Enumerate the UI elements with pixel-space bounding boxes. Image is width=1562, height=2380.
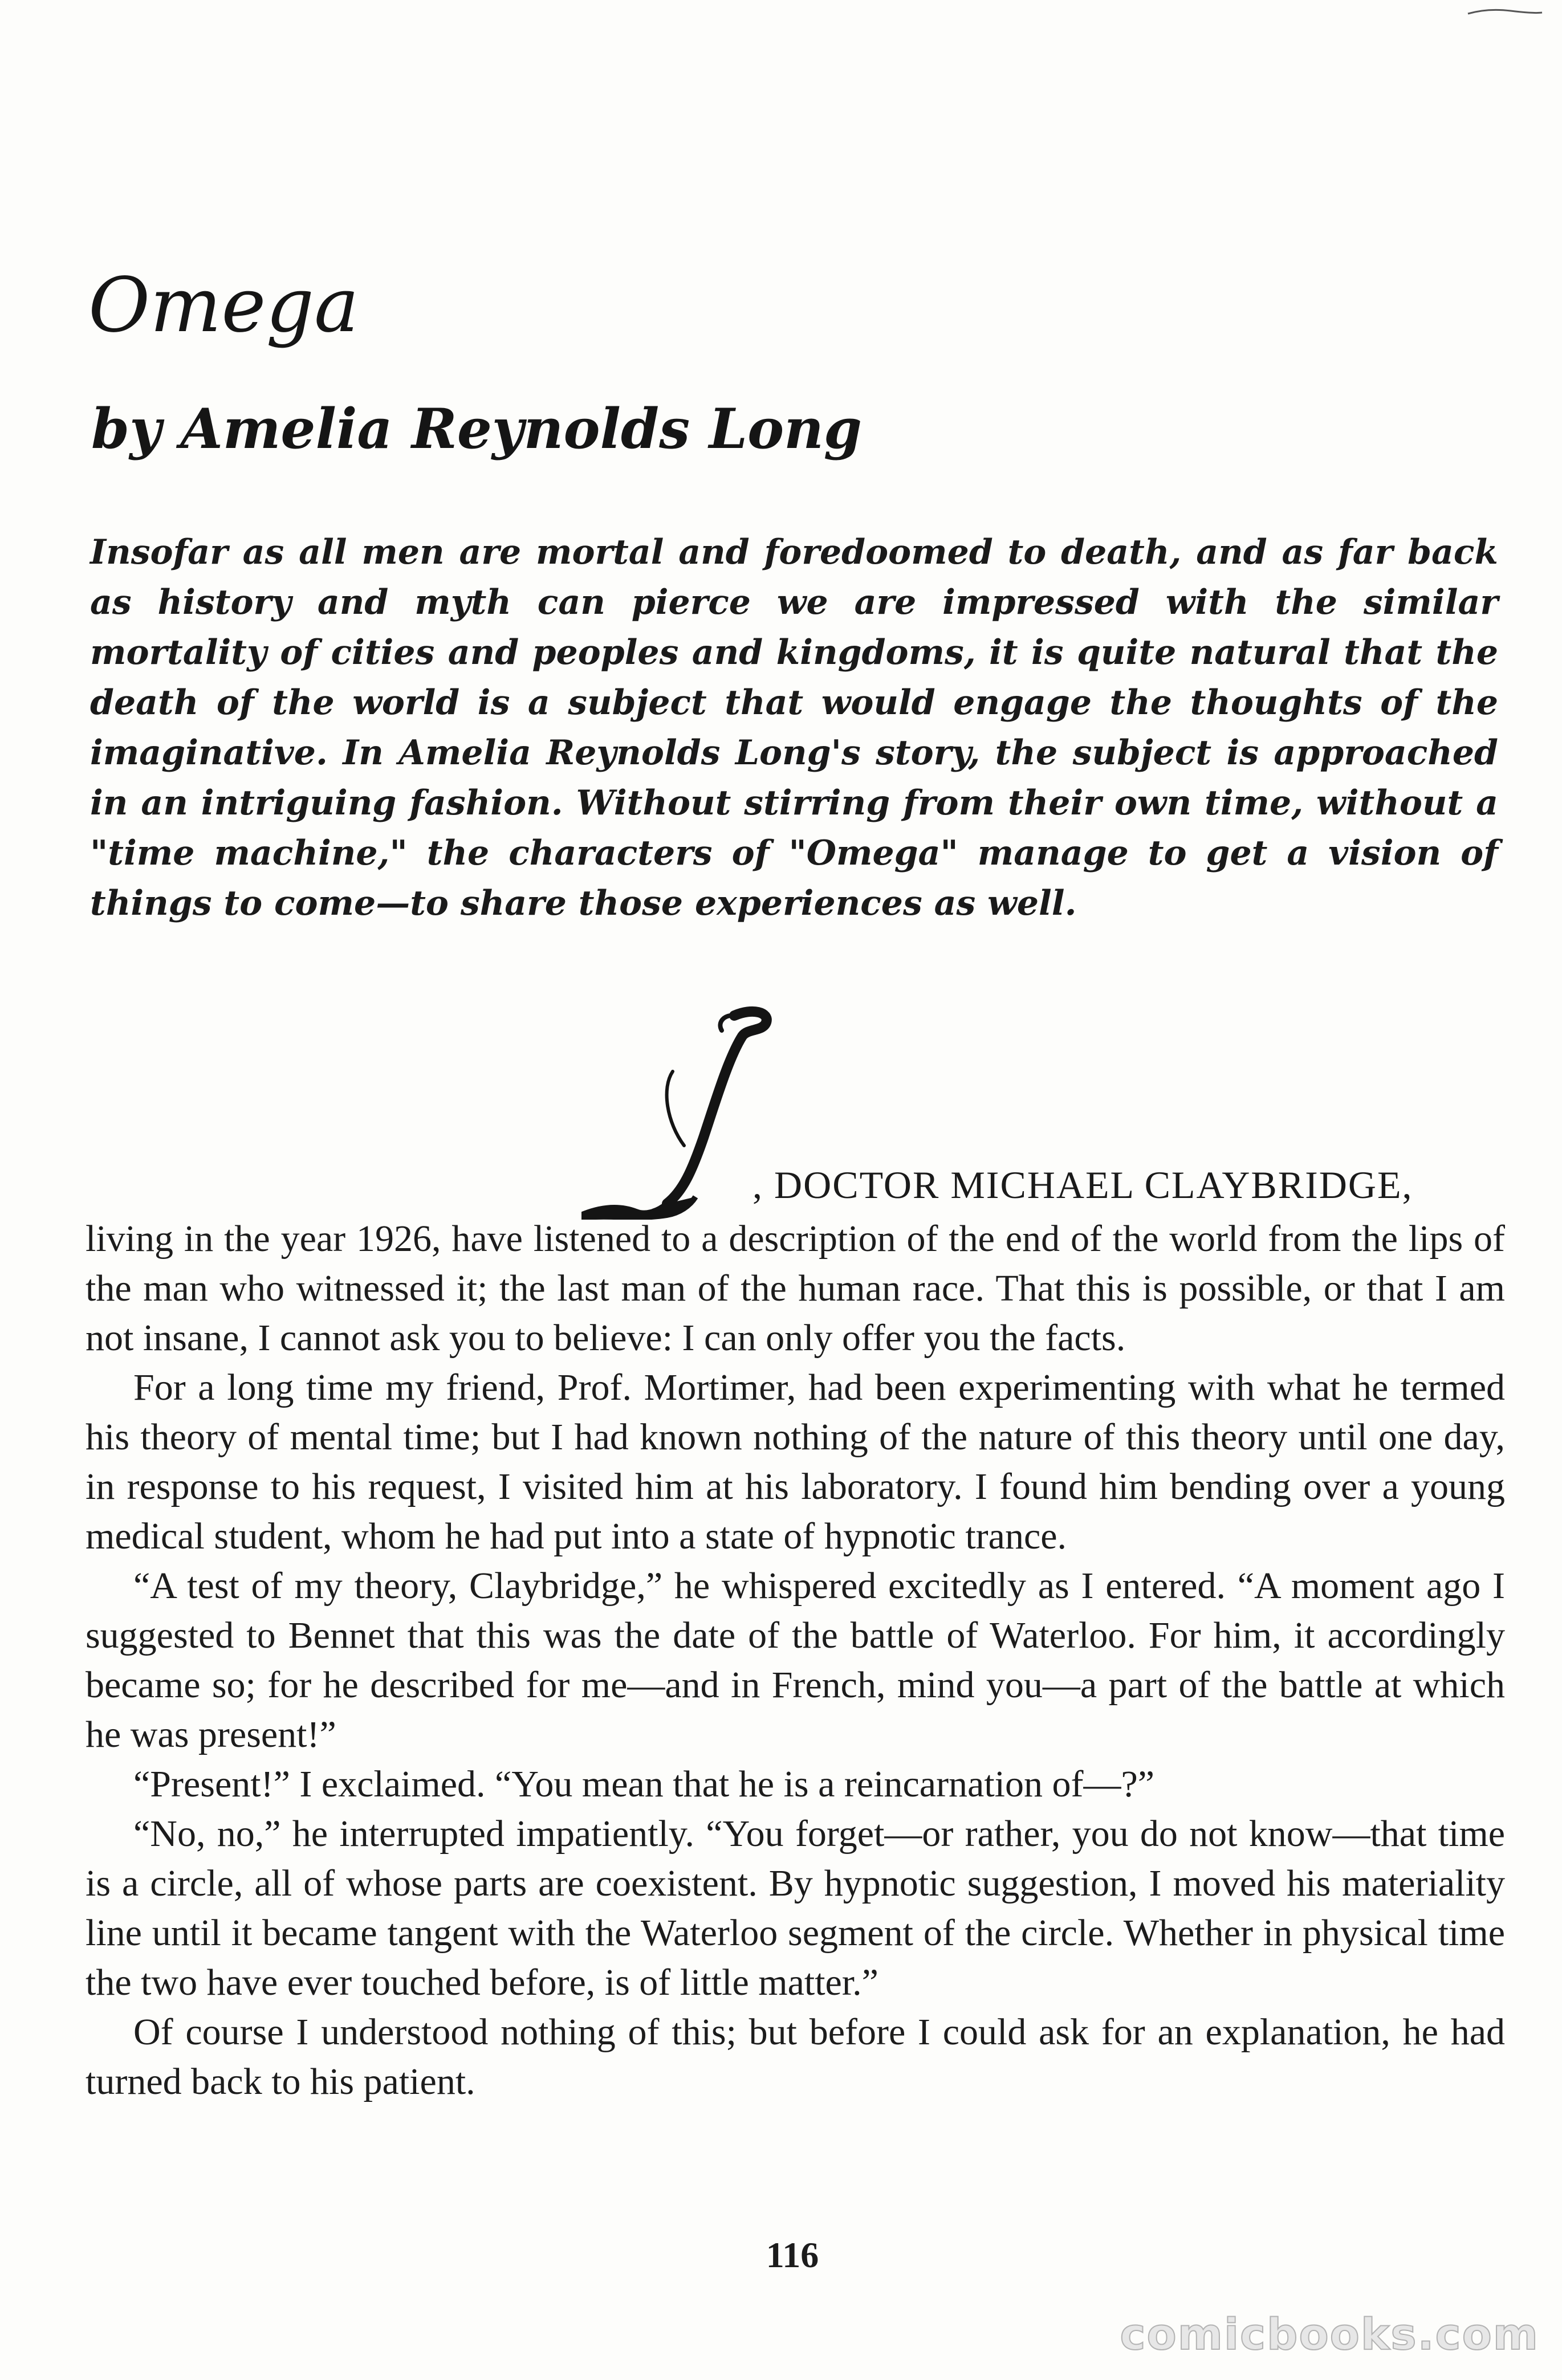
story-body [86,1214,1505,2106]
page-number: 116 [766,2235,819,2275]
paragraph-1: living in the year 1926, have listened to a description of the end of the world from the lips of the man who witnessed it; the last man of the human race. That this is possible, or that I am not insane, I cannot ask you to believe: I can only offer you the facts. [86,1218,1505,1359]
story-byline: by Amelia Reynolds Long [91,397,863,461]
opening-small-caps: , DOCTOR MICHAEL CLAYBRIDGE, [752,1163,1413,1207]
drop-cap-letter-i [581,1003,775,1220]
editorial-introduction: Insofar as all men are mortal and foredoomed to death, and as far back as history and myth can pierce we are impressed with the similar mortality of cities and peoples and kingdoms, it is quite natural that the death of the world is a subject that would engage the thoughts of the imaginative. In Amelia Reynolds Long's story, the subject is approached in an intriguing fashion. Without stirring from their own time, without a "time machine," the characters of "Omega" manage to get a vision of things to come—to share those experiences as well. [90,532,1498,923]
paragraph-2: For a long time my friend, Prof. Mortimer, had been experimenting with what he termed his theory of mental time; but I had known nothing of the nature of this theory until one day, in response to his request, I visited him at his laboratory. I found him bending over a young medical student, whom he had put into a state of hypnotic trance. [86,1367,1505,1557]
paragraph-4: “Present!” I exclaimed. “You mean that he is a reincarnation of—?” [133,1763,1155,1805]
watermark-logo: comicbooks.com [1120,2309,1539,2359]
scan-speck-mark [1465,6,1545,17]
story-title: Omega [88,262,359,349]
paragraph-6: Of course I understood nothing of this; but before I could ask for an explanation, he had turned back to his patient. [86,2011,1505,2102]
paragraph-5: “No, no,” he interrupted impatiently. “You forget—or rather, you do not know—that time is a circle, all of whose parts are coexistent. By hypnotic suggestion, I moved his materiality line until it became tangent with the Waterloo segment of the circle. Whether in physical time the two have ever touched before, is of little matter.” [86,1813,1505,2003]
paragraph-3: “A test of my theory, Claybridge,” he whispered excitedly as I entered. “A moment ago I suggested to Bennet that this was the date of the battle of Waterloo. For him, it accordingly became so; for he described for me—and in French, mind you—a part of the battle at which he was present!” [86,1565,1505,1755]
